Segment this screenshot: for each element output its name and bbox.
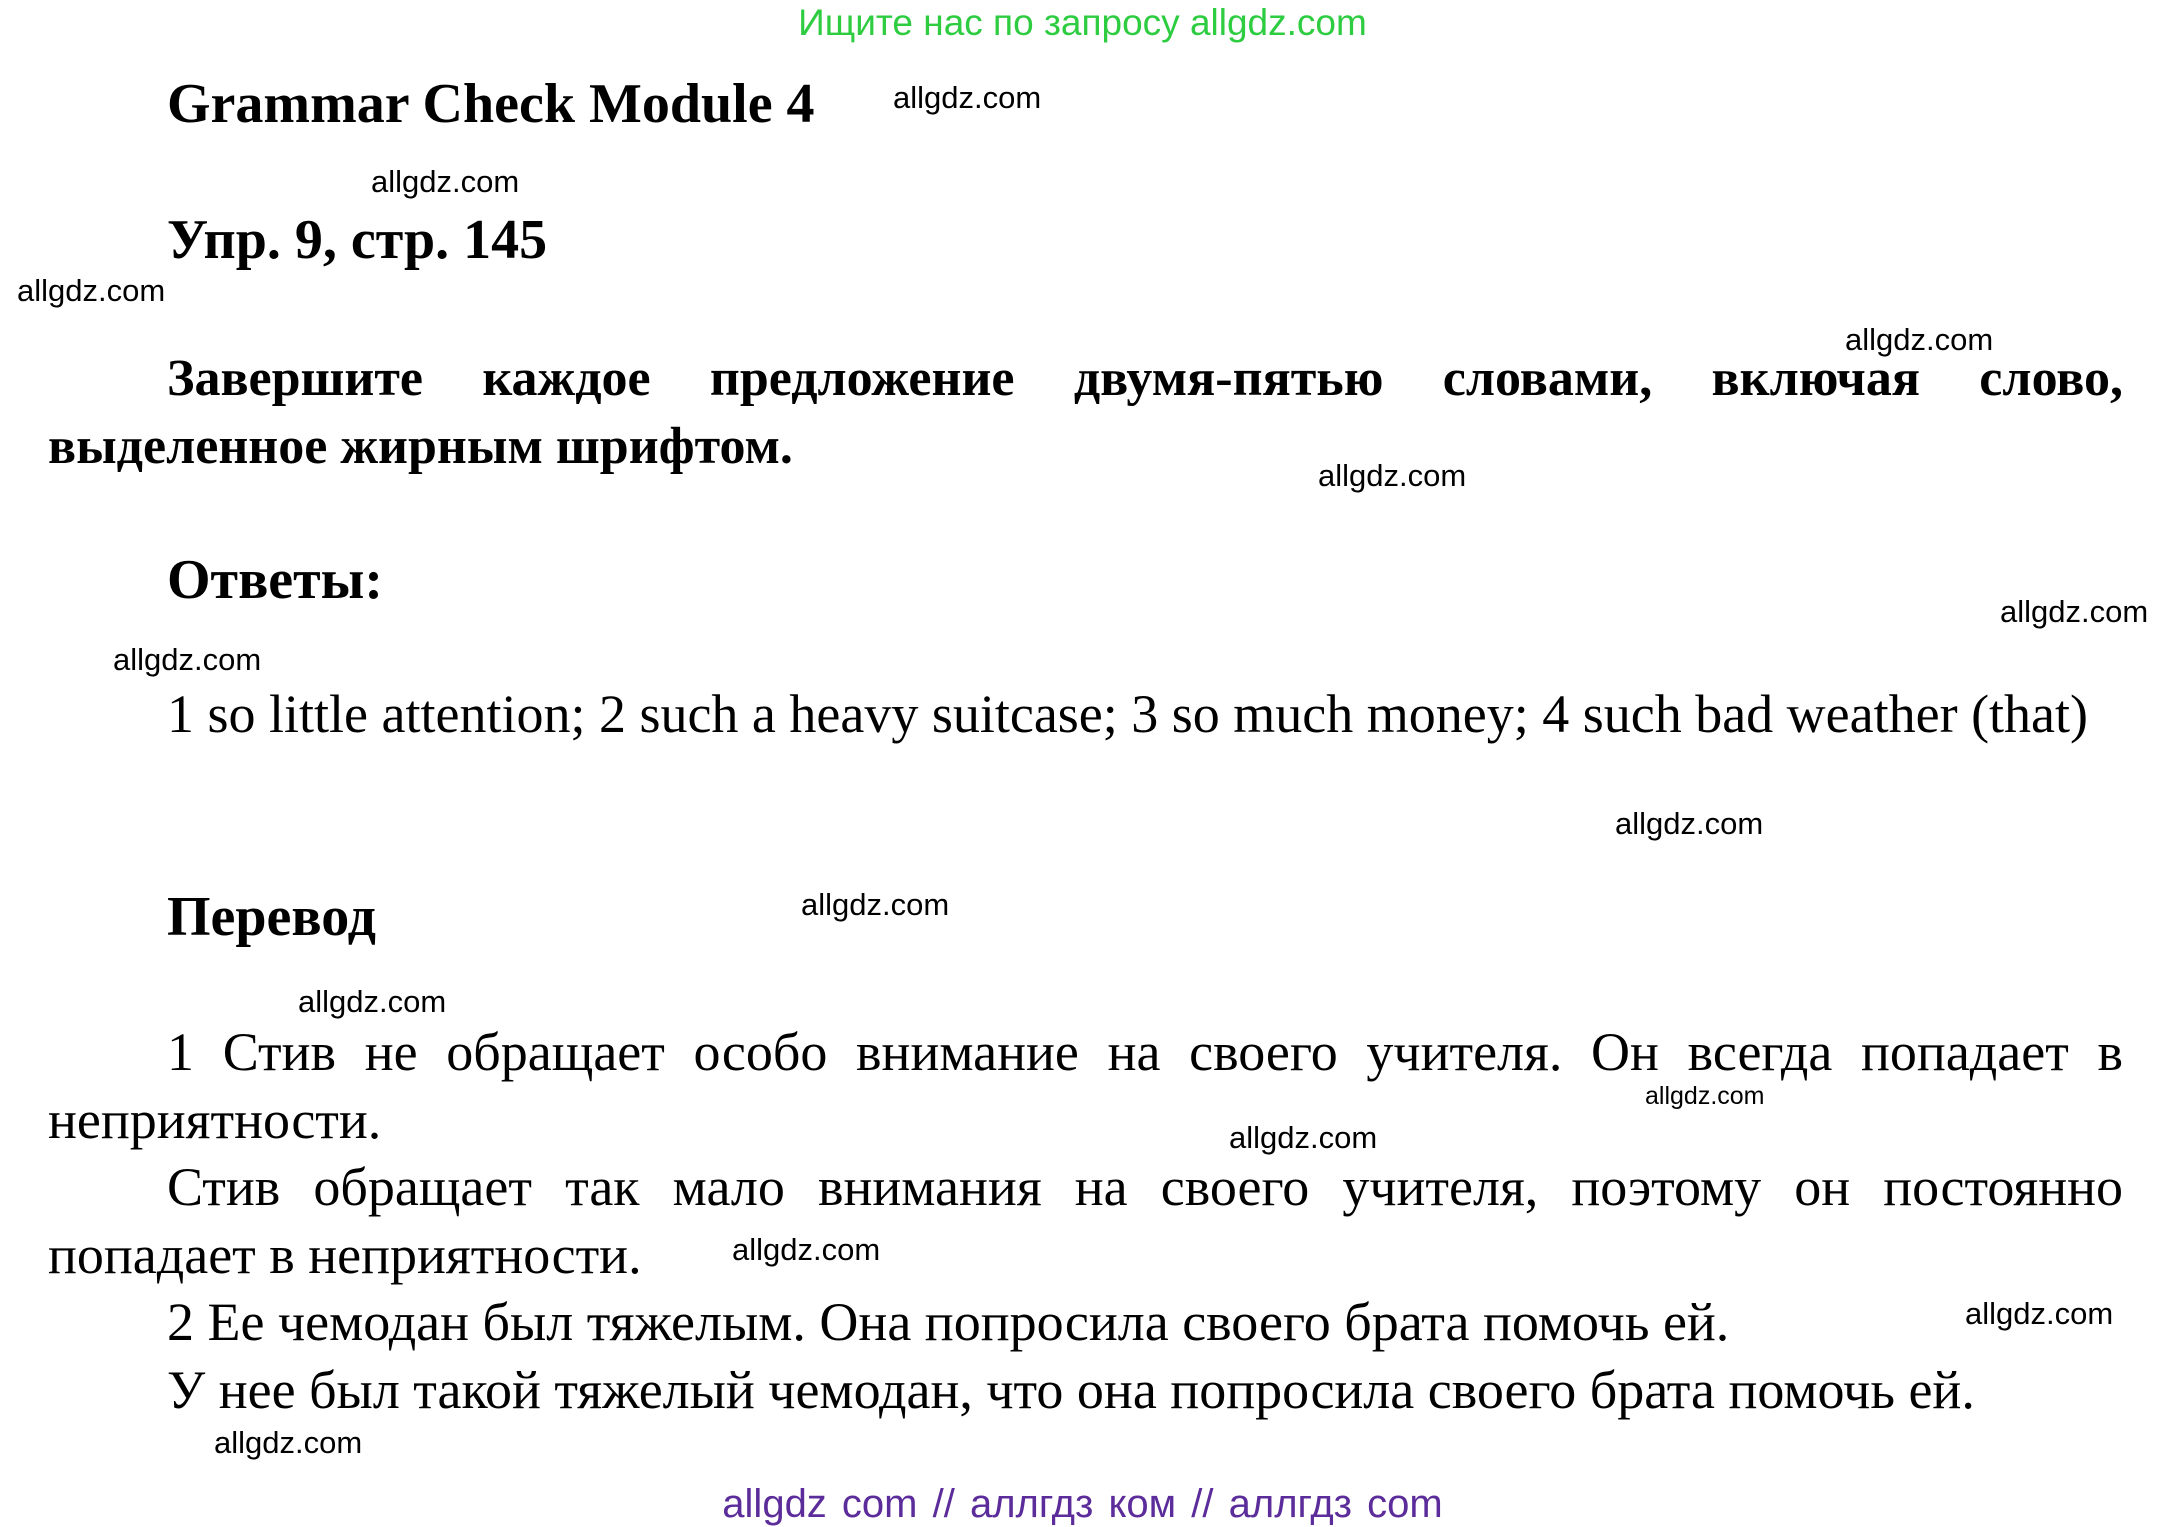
watermark: allgdz.com	[17, 273, 166, 308]
watermark: allgdz.com	[801, 887, 950, 922]
task-instruction: Завершите каждое предложение двумя-пятью словами, включая слово, выделенное жирным шрифтом.	[48, 350, 2123, 475]
answers-text: 1 so little attention; 2 such a heavy suitcase; 3 so much money; 4 such bad weather (that)	[167, 684, 2089, 744]
translation-line: У нее был такой тяжелый чемодан, что она попросила своего брата помочь ей.	[167, 1360, 1975, 1420]
watermark: allgdz.com	[1318, 458, 1467, 493]
translation-heading: Перевод	[167, 886, 376, 948]
watermark: allgdz.com	[1645, 1082, 1765, 1110]
watermark: allgdz.com	[113, 642, 262, 677]
translation-line: 2 Ее чемодан был тяжелым. Она попросила своего брата помочь ей.	[167, 1292, 1730, 1352]
footer-links[interactable]: allgdz com // аллгдз ком // аллгдз com	[722, 1482, 1443, 1526]
answers-heading: Ответы:	[167, 549, 384, 611]
exercise-heading: Упр. 9, стр. 145	[167, 209, 548, 271]
watermark: allgdz.com	[371, 164, 520, 199]
watermark: allgdz.com	[2000, 594, 2149, 629]
watermark: allgdz.com	[298, 984, 447, 1019]
watermark: allgdz.com	[1965, 1296, 2114, 1331]
translation-line: Стив обращает так мало внимания на своего учителя, поэтому он постоянно попадает в неприятности.	[48, 1157, 2123, 1285]
watermark: allgdz.com	[732, 1232, 881, 1267]
translation-line: 1 Стив не обращает особо внимание на своего учителя. Он всегда попадает в неприятности.	[48, 1022, 2123, 1150]
watermark: allgdz.com	[1845, 322, 1994, 357]
page-title: Grammar Check Module 4	[167, 73, 815, 135]
watermark: allgdz.com	[214, 1425, 363, 1460]
watermark: allgdz.com	[893, 80, 1042, 115]
watermark: allgdz.com	[1615, 806, 1764, 841]
watermark: allgdz.com	[1229, 1120, 1378, 1155]
search-hint-banner: Ищите нас по запросу allgdz.com	[798, 2, 1367, 43]
